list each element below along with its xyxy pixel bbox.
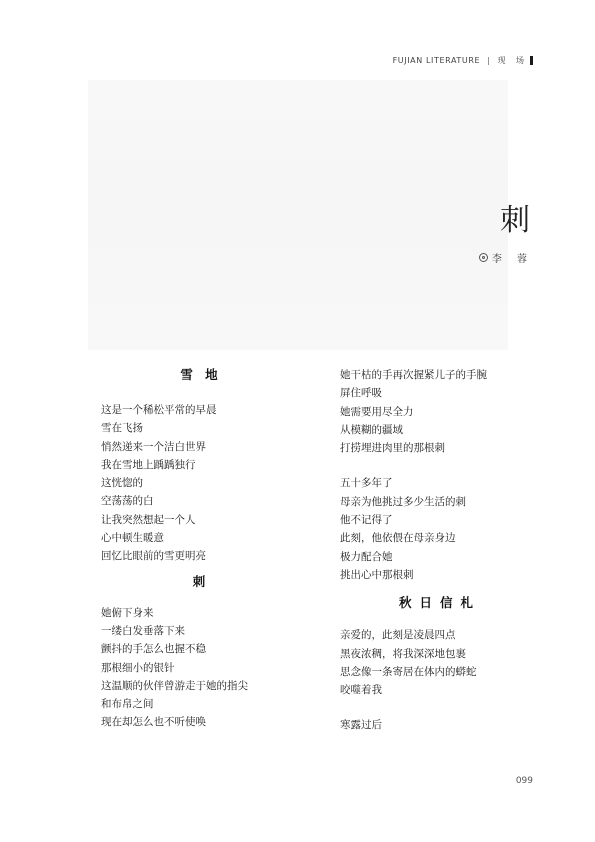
poem-line: 极力配合她 bbox=[340, 550, 393, 563]
left-column bbox=[101, 366, 301, 732]
poem-line: 挑出心中那根刺 bbox=[340, 568, 414, 581]
poem-line: 这恍惚的 bbox=[101, 477, 143, 490]
poem-line: 五十多年了 bbox=[340, 477, 393, 490]
right-column bbox=[340, 366, 540, 735]
page-title: 刺 bbox=[500, 203, 530, 238]
poem-title-snow: 雪 地 bbox=[180, 367, 222, 382]
header-separator: | bbox=[487, 56, 491, 65]
stanza-break bbox=[340, 699, 540, 716]
poem-line: 亲爱的，此刻是凌晨四点 bbox=[340, 629, 456, 642]
poem-line: 这是一个稀松平常的早晨 bbox=[101, 404, 217, 416]
poem-line: 黑夜浓稠，将我深深地包裹 bbox=[340, 647, 466, 660]
poem-line: 打捞埋进肉里的那根刺 bbox=[340, 442, 445, 455]
poem-line: 从模糊的疆域 bbox=[340, 423, 403, 436]
poem-title-autumn: 秋日信札 bbox=[398, 595, 481, 611]
poem-line: 回忆比眼前的雪更明亮 bbox=[101, 550, 206, 563]
poem-line: 思念像一条寄居在体内的蟒蛇 bbox=[340, 665, 477, 678]
poem-line: 他不记得了 bbox=[340, 514, 393, 527]
poem-line: 她需要用尽全力 bbox=[340, 405, 414, 418]
poem-line: 屏住呼吸 bbox=[340, 387, 382, 400]
stanza-break bbox=[340, 457, 540, 474]
poem-line: 悄然递来一个洁白世界 bbox=[101, 440, 206, 453]
poem-line: 雪在飞扬 bbox=[101, 422, 143, 435]
poem-line: 心中顿生暖意 bbox=[101, 532, 164, 545]
poem-line: 此刻，他依偎在母亲身边 bbox=[340, 532, 456, 545]
poem-line: 咬噬着我 bbox=[340, 684, 382, 697]
author-name: 李 蓉 bbox=[491, 254, 533, 265]
poem-line: 让我突然想起一个人 bbox=[101, 513, 196, 526]
poem-line: 那根细小的银针 bbox=[101, 661, 175, 674]
double-circle-icon bbox=[479, 253, 488, 262]
poem-line: 空荡荡的白 bbox=[101, 495, 154, 508]
page-number: 099 bbox=[515, 776, 533, 786]
author-byline bbox=[479, 250, 533, 265]
poem-line: 我在雪地上踽踽独行 bbox=[101, 458, 196, 471]
poem-line: 她俯下身来 bbox=[101, 606, 154, 619]
poem-line: 和布帛之间 bbox=[101, 698, 154, 711]
poem-line: 这温顺的伙伴曾游走于她的指尖 bbox=[101, 679, 248, 692]
poem-line: 寒露过后 bbox=[340, 719, 382, 732]
poem-line: 一缕白发垂落下来 bbox=[101, 624, 185, 637]
faded-background-image bbox=[88, 80, 508, 350]
poem-line: 她干枯的手再次握紧儿子的手腕 bbox=[340, 369, 487, 381]
poem-line: 现在却怎么也不听使唤 bbox=[101, 716, 206, 729]
poem-line: 颤抖的手怎么也握不稳 bbox=[101, 643, 206, 656]
section-marker bbox=[530, 56, 533, 65]
poem-title-thorn: 刺 bbox=[192, 573, 210, 589]
running-header bbox=[393, 55, 533, 66]
poem-line: 母亲为他挑过多少生活的刺 bbox=[340, 495, 466, 508]
section-name: 现 场 bbox=[497, 56, 528, 65]
magazine-name: FUJIAN LITERATURE bbox=[392, 56, 481, 65]
